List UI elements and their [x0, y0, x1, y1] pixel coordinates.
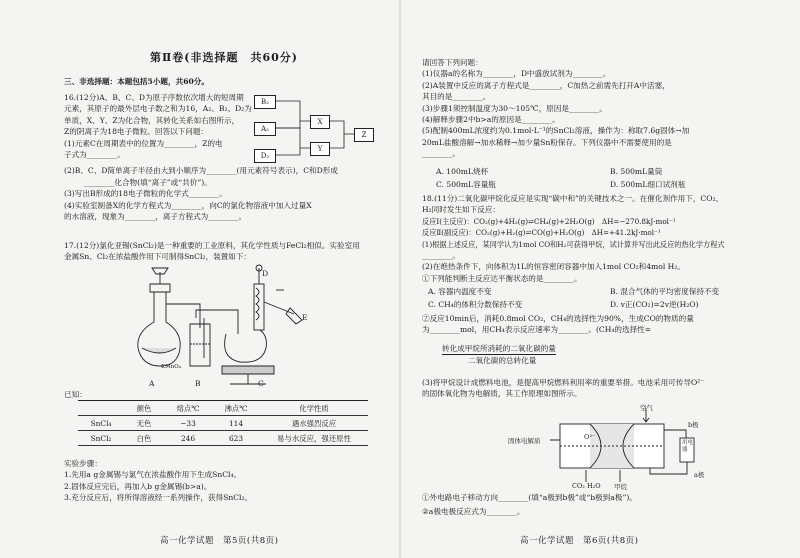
q16-line: 16.(12分)A、B、C、D为原子序数依次增大的短周期	[64, 93, 244, 102]
table-cell: 114	[212, 416, 260, 431]
q17-line: (4)解释步骤2中b>a的原因是________。	[422, 115, 560, 125]
q18-line: 反应Ⅰ(主反应)：CO₂(g)+4H₂(g)⇌CH₄(g)+2H₂O(g) ΔH=−270.8kJ·mol⁻¹	[422, 216, 676, 226]
label-products: CO₂ H₂O	[572, 482, 601, 490]
label-oxide-ion: O²⁻	[584, 433, 596, 441]
question-18	[422, 193, 725, 284]
q16-line: Z的阴离子为18电子微粒。回答以下问题：	[64, 127, 209, 137]
q17-line: (2)A装置中反应的离子方程式是________，C加热之前需先打开A中活塞，	[422, 80, 670, 90]
node-a2: A₂	[254, 122, 276, 136]
right-page	[400, 0, 800, 558]
fraction-denominator: 二氧化碳的总转化量	[468, 356, 537, 366]
table-cell: 246	[164, 431, 212, 446]
q16-line: ________化合物(填“离子”或“共价”)。	[84, 177, 212, 187]
step-line: 实验步骤：	[64, 459, 102, 468]
q18-line: (1)根据上述反应，某同学认为1mol CO和H₂可获得甲烷，试计算并写出此反应的热化学方程式	[422, 239, 725, 249]
q18-choice-c: C. CH₄的体积分数保持不变	[428, 300, 523, 309]
q18-line: H₂同时发生如下反应：	[422, 205, 501, 215]
table-cell: 无色	[124, 416, 164, 431]
q16-line: (4)实验室制备X的化学方程式为________，向C的氯化物溶液中加入过量X	[64, 200, 312, 210]
q17-continued	[422, 57, 689, 160]
label-load: 用电器	[682, 440, 694, 453]
q18-line: ①下列能判断主反应达平衡状态的是________。	[422, 273, 582, 283]
q18-fuel-cell	[422, 377, 704, 400]
q18-line: 的固体氧化物为电解质，其工作原理如图所示。	[422, 389, 582, 399]
q18-line: (2)在绝热条件下，向体积为1L的恒容密闭容器中加入1mol CO₂和4mol H₂。	[422, 262, 685, 272]
q16-line: 元素，其原子的最外层电子数之和为16，A₂、B₂、D₂为	[64, 104, 252, 114]
table-cell: 623	[212, 431, 260, 446]
label-b-pole: b极	[688, 421, 699, 429]
choice-d: D. 500mL细口试剂瓶	[610, 180, 686, 189]
step-line: 2.固体反应完后，再加入b g金属锡(b>a)。	[64, 481, 212, 491]
table-cell: 易与水反应，强还原性	[260, 431, 368, 446]
table-cell: SnCl₄	[78, 416, 124, 431]
table-header: 颜色	[124, 401, 164, 416]
q18-line: ②反应10min后，消耗0.8mol CO₂，CH₄的选择性为90%，生成CO的物质的量	[422, 314, 694, 323]
q17-line: 17.(12分)氯化亚锡(SnCl₂)是一种重要的工业原料，其化学性质与FeCl₂相似。实验室用	[64, 241, 360, 250]
q17-line: (1)仪器a的名称为________，D中盛放试剂为________。	[422, 69, 611, 79]
table-cell: 白色	[124, 431, 164, 446]
fraction-numerator: 转化成甲烷所消耗的二氧化碳的量	[442, 343, 556, 355]
q16-line: (3)写出B形成的18电子微粒的化学式________。	[64, 189, 227, 199]
q18-line: 18.(11分)二氧化碳甲烷化反应是实现“碳中和”的关键技术之一。在催化剂作用下，CO₂、	[422, 194, 724, 203]
node-b2: B₂	[254, 95, 276, 109]
table-header-row	[78, 401, 368, 416]
table-header: 化学性质	[260, 401, 368, 416]
step-line: 3.充分反应后，将所得溶液经一系列操作，获得SnCl₂。	[64, 493, 253, 503]
q16-line: (2)B、C、D简单离子半径由大到小顺序为________(用元素符号表示)，C和D形成	[64, 166, 338, 176]
table-cell: 遇水强烈反应	[260, 416, 368, 431]
page-footer-right: 高一化学试题 第6页(共8页)	[520, 536, 639, 546]
table-row	[78, 431, 368, 446]
q16-line: 的水溶液，现象为________，离子方程式为________。	[64, 212, 247, 222]
label-solid-electrolyte: 固体电解质	[508, 437, 541, 445]
table-header: 熔点℃	[164, 401, 212, 416]
step-line: 1.先用a g金属锡与氯气在浓盐酸作用下生成SnCl₄。	[64, 470, 242, 480]
label-air: 空气	[640, 404, 653, 412]
apparatus-label-kmno4: KMnO₄	[161, 364, 181, 370]
q18-line: 反应Ⅱ(副反应)：CO₂(g)+H₂(g)⇌CO(g)+H₂O(g) ΔH=+41.2kJ·mol⁻¹	[422, 228, 661, 238]
q17-line: ________。	[422, 149, 460, 159]
q18-line: 为________mol，用CH₄表示反应速率为________。(CH₄的选择性=	[422, 325, 652, 335]
q18-choice-b: B. 混合气体的平均密度保持不变	[610, 287, 720, 296]
label-methane: 甲烷	[614, 483, 627, 491]
page-footer-left: 高一化学试题 第5页(共8页)	[160, 536, 279, 546]
q18-selectivity	[422, 313, 694, 367]
table-cell: −33	[164, 416, 212, 431]
q18-line: ________。	[422, 251, 460, 261]
q18-line: (3)将甲烷设计成燃料电池，是提高甲烷燃料利用率的重要举措。电池采用可传导O²⁻	[422, 378, 705, 387]
q17-line: (3)步骤1须控制温度为30～105℃，原因是________。	[422, 103, 607, 113]
choice-c: C. 500mL容量瓶	[436, 180, 496, 189]
q16-line: 单质，X、Y、Z为化合物，其转化关系如右图所示，	[64, 115, 240, 125]
q17-line: 金属Sn、Cl₂在浓盐酸作用下可制得SnCl₂，装置如下：	[64, 252, 252, 262]
choice-b: B. 500mL量筒	[610, 167, 663, 176]
node-z: Z	[354, 128, 374, 142]
q16-line: (1)元素C在周期表中的位置为________，Z的电	[64, 138, 223, 148]
section-title: 第Ⅱ卷(非选择题 共60分)	[150, 51, 298, 64]
known-label: 已知：	[64, 390, 87, 399]
q18-line: ②a极电极反应式为________。	[422, 507, 525, 517]
node-y: Y	[310, 142, 330, 156]
q17-line: 请回答下列问题：	[422, 58, 483, 67]
q18-choice-a: A. 容器内温度不变	[428, 287, 492, 296]
question-17	[64, 240, 360, 263]
choice-a: A. 100mL烧杯	[436, 167, 489, 176]
apparatus-label-d: D	[262, 269, 269, 278]
experiment-steps	[64, 458, 252, 504]
q16-line: 子式为________。	[64, 150, 125, 160]
node-x: X	[310, 115, 330, 129]
q18-line: ①外电路电子移动方向________(填“a极到b极”或“b极到a极”)。	[422, 493, 637, 502]
table-cell: SnCl₂	[78, 431, 124, 446]
apparatus-label-c: C	[258, 379, 264, 388]
table-header: 沸点℃	[212, 401, 260, 416]
q17-line: 20mL盐酸溶解→加水稀释→加少量Sn粉保存。下列仪器中不需要使用的是	[422, 137, 672, 147]
property-table	[78, 400, 368, 446]
node-d2: D₂	[254, 149, 276, 163]
q17-line: (5)配制400mL浓度约为0.1mol·L⁻¹的SnCl₂溶液，操作为：称取7.6g固体→加	[422, 126, 690, 136]
apparatus-diagram	[130, 262, 330, 388]
apparatus-label-a: A	[149, 379, 155, 388]
apparatus-label-b: B	[195, 379, 201, 388]
q18-choice-d: D. v正(CO₂)=2v逆(H₂O)	[610, 300, 699, 309]
q18-final	[422, 492, 637, 518]
q17-line: 其目的是________。	[422, 92, 491, 102]
part3-heading: 三、非选择题：本题包括5小题，共60分。	[64, 77, 209, 86]
table-row	[78, 416, 368, 431]
label-a-pole: a极	[694, 471, 705, 479]
table-header	[78, 401, 124, 416]
apparatus-label-e: E	[302, 313, 308, 322]
